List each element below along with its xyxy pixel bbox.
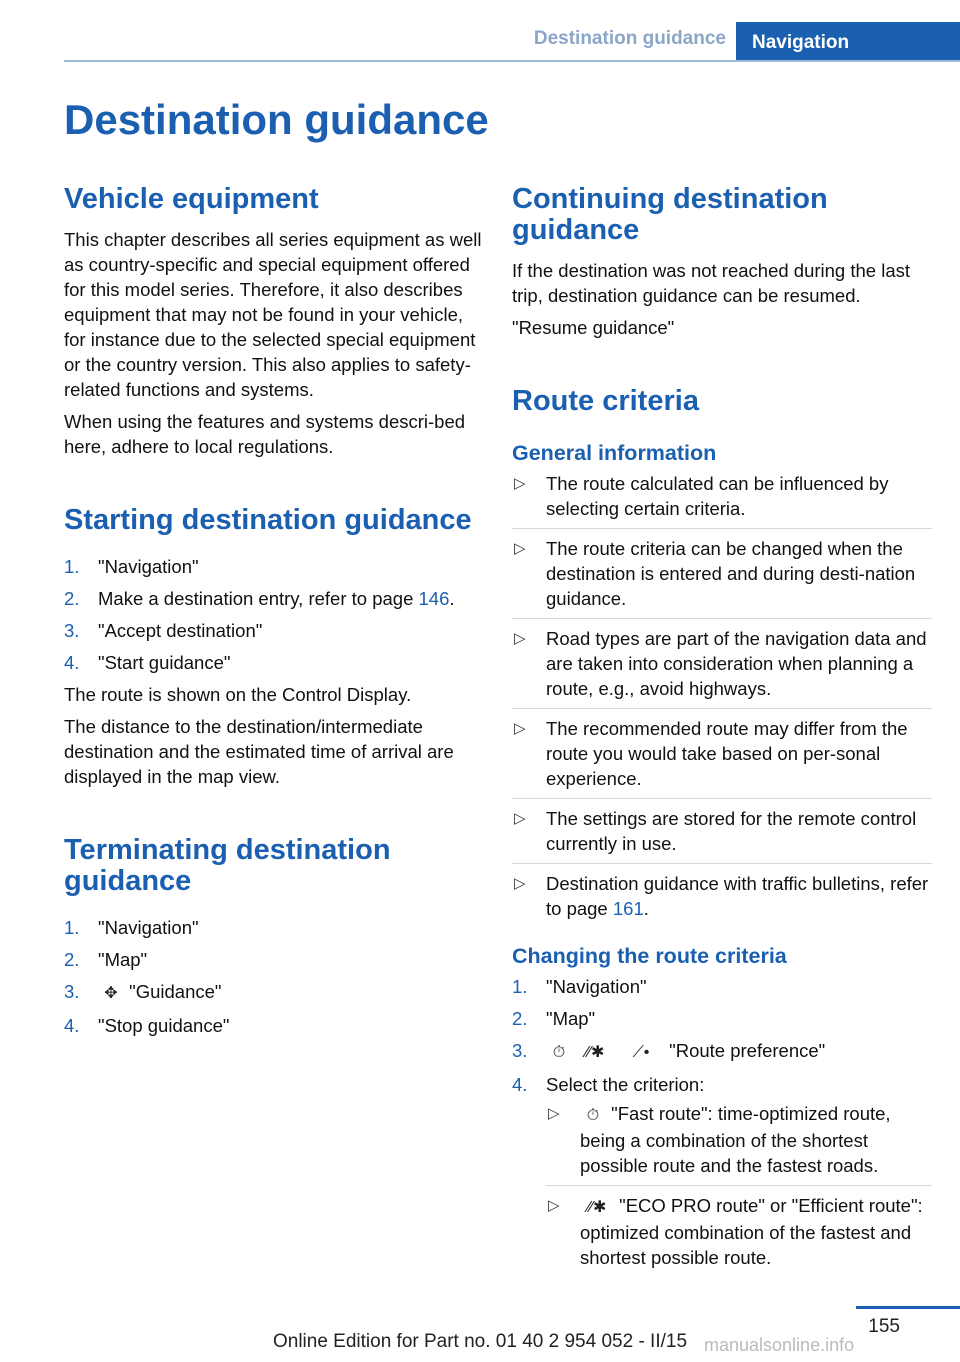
- left-column: [64, 184, 484, 1045]
- bullet-triangle-icon: ▷: [514, 630, 526, 647]
- stopwatch-icon: ⏱: [586, 1107, 600, 1124]
- general-info-list: [512, 471, 932, 928]
- distance-info-text: The distance to the destination/intermediate destination and the estimated time of arrival are displayed in the map view.: [64, 716, 454, 787]
- list-item: 2. Make a destination entry, refer to page 146.: [64, 588, 455, 609]
- route-shown-text: The route is shown on the Control Display.: [64, 684, 412, 705]
- list-item: ▷ Destination guidance with traffic bulletins, refer to page 161.: [514, 873, 929, 919]
- list-item: 1. "Navigation": [64, 556, 199, 577]
- list-item: 3. ✥ "Guidance": [64, 979, 484, 1006]
- right-column: [512, 184, 932, 1284]
- continuing-text: If the destination was not reached during the last trip, destination guidance can be resumed.: [512, 260, 911, 306]
- vehicle-equipment-heading: Vehicle equipment: [64, 183, 319, 215]
- header-section-title: Destination guidance: [533, 28, 726, 49]
- starting-guidance-heading: Starting destination guidance: [64, 504, 472, 536]
- bullet-triangle-icon: ▷: [514, 810, 526, 827]
- list-item: ▷ Road types are part of the navigation data and are taken into consideration when planning a route, e.g., avoid highways.: [512, 626, 932, 709]
- terminating-steps-list: [64, 915, 484, 1038]
- continuing-guidance-heading: Continuing destination guidance: [512, 183, 828, 246]
- list-item: ▷ ⁄⁄✱ "ECO PRO route" or "Efficient route": optimized combination of the fastest and shortest possible route.: [548, 1195, 923, 1268]
- edition-text: Online Edition for Part no. 01 40 2 954 052 - II/15: [272, 1331, 688, 1352]
- list-item: 3. "Accept destination": [64, 620, 263, 641]
- header-chapter-tab: Navigation: [736, 22, 960, 62]
- list-item: ▷ ⏱ "Fast route": time-optimized route, being a combination of the shortest possible route and the fastest roads.: [546, 1101, 932, 1186]
- general-information-heading: General information: [512, 441, 717, 465]
- guidance-icon: ✥: [104, 985, 118, 1002]
- list-item: 4. Select the criterion: ▷ ⏱ "Fast route": time-optimized route, being a combination of the shortest possible route and the fastest roads. ▷ ⁄⁄✱ "ECO PRO route" or "Efficient route": optimized combination of the fastest and shortest possible route.: [512, 1072, 932, 1277]
- local-regulations-text: When using the features and systems descri-bed here, adhere to local regulations.: [64, 411, 466, 457]
- list-item: ▷ The recommended route may differ from the route you would take based on per-sonal experience.: [512, 716, 932, 799]
- list-item: 2. "Map": [512, 1008, 596, 1029]
- terminating-guidance-heading: Terminating destination guidance: [64, 834, 391, 897]
- list-item: ▷ The route calculated can be influenced by selecting certain criteria.: [512, 471, 932, 529]
- resume-guidance-text: "Resume guidance": [512, 317, 675, 338]
- changing-route-criteria-heading: Changing the route criteria: [512, 944, 787, 968]
- stopwatch-icon: ⏱: [552, 1044, 566, 1061]
- list-item: ▷ The settings are stored for the remote control currently in use.: [512, 806, 932, 864]
- eco-route-icon: ⁄⁄✱: [587, 1199, 607, 1216]
- bullet-triangle-icon: ▷: [548, 1197, 560, 1214]
- list-item: 2. "Map": [64, 949, 148, 970]
- watermark: manualsonline.info: [704, 1335, 855, 1355]
- header-divider: [64, 60, 960, 62]
- criteria-sublist: [546, 1101, 932, 1277]
- page-link[interactable]: 161: [612, 898, 644, 919]
- page-link[interactable]: 146: [418, 588, 450, 609]
- list-item: ▷ The route criteria can be changed when the destination is entered and during desti-nation guidance.: [512, 536, 932, 619]
- bullet-triangle-icon: ▷: [514, 540, 526, 557]
- short-route-icon: ⟋•: [632, 1044, 650, 1061]
- bullet-triangle-icon: ▷: [514, 475, 526, 492]
- list-item: 3. ⏱ ⁄⁄✱ ⟋• "Route preference": [512, 1038, 932, 1065]
- page-title: Destination guidance: [64, 96, 489, 143]
- list-item: 1. "Navigation": [512, 976, 647, 997]
- starting-steps-list: [64, 554, 484, 675]
- list-item: 4. "Start guidance": [64, 652, 231, 673]
- footer-divider: [856, 1306, 960, 1309]
- list-item: 4. "Stop guidance": [64, 1015, 230, 1036]
- bullet-triangle-icon: ▷: [514, 720, 526, 737]
- bullet-triangle-icon: ▷: [514, 875, 526, 892]
- list-item: 1. "Navigation": [64, 917, 199, 938]
- page-number: 155: [868, 1316, 900, 1337]
- vehicle-equipment-text: This chapter describes all series equipment as well as country-specific and special equipment offered for this model series. Therefore, it also describes equipment that may not be found in your vehicle, for instance due to the selected special equipment or the country version. This also applies to safety-related functions and systems.: [64, 229, 482, 400]
- bullet-triangle-icon: ▷: [548, 1105, 560, 1122]
- eco-route-icon: ⁄⁄✱: [585, 1044, 605, 1061]
- changing-steps-list: [512, 974, 932, 1277]
- route-criteria-heading: Route criteria: [512, 385, 699, 417]
